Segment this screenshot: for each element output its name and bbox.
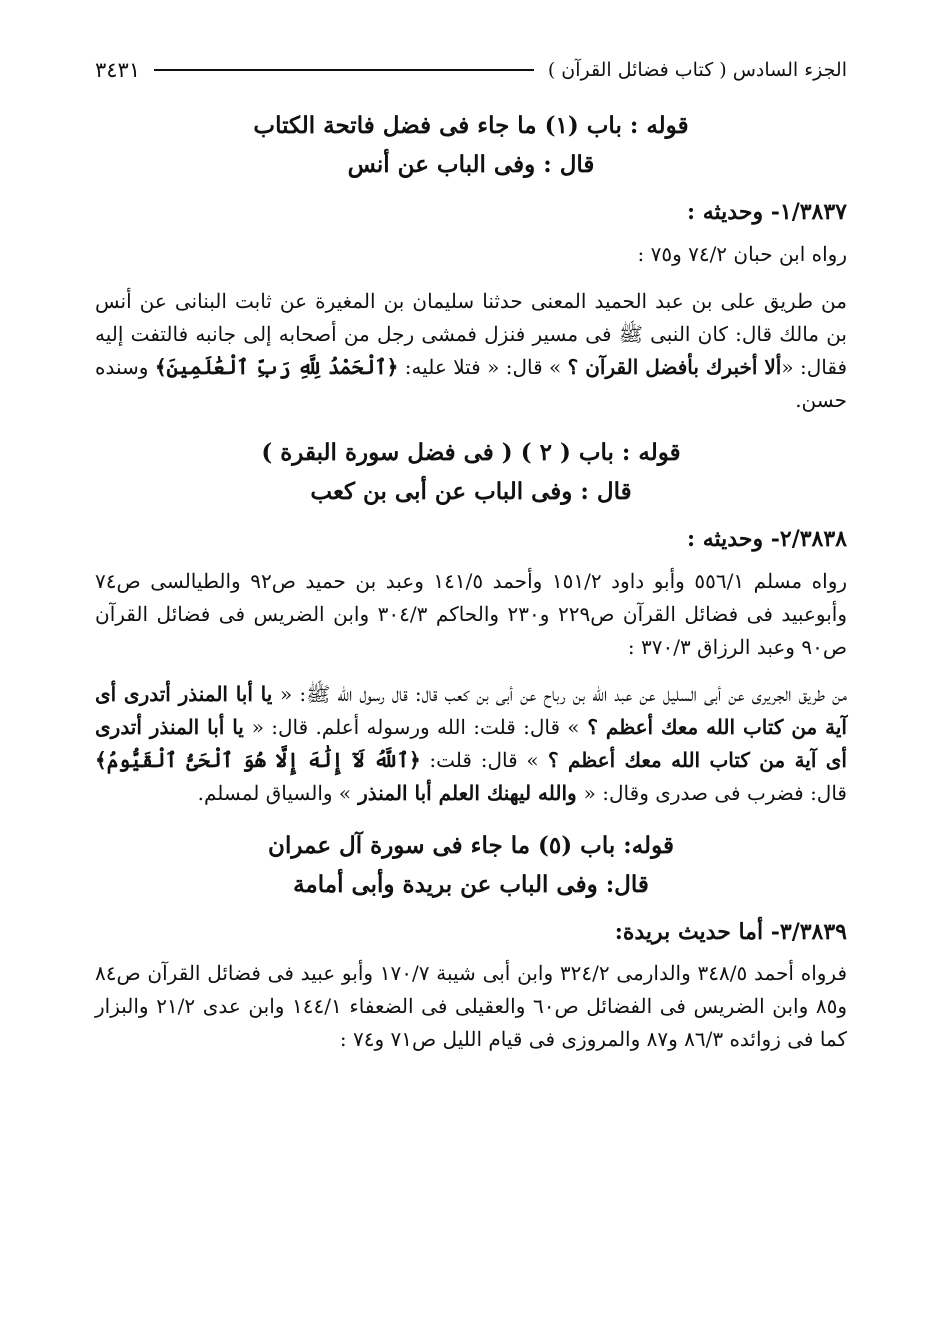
qal-line: قال : وفى الباب عن أنس bbox=[347, 151, 595, 179]
text-run: » والسياق لمسلم. bbox=[197, 780, 352, 805]
text-run: » قال: قلت: الله ورسوله أعلم. قال: « bbox=[251, 714, 580, 739]
text-run: » قال: قلت: bbox=[420, 747, 539, 772]
text-run: من طريق الجريرى عن أبى السليل عن عبد الله بن رباح عن أبى بن كعب قال: قال رسول الله ﷺ: « bbox=[280, 681, 847, 706]
body-paragraph bbox=[95, 678, 847, 810]
page-number: ٣٤٣١ bbox=[95, 58, 141, 82]
chapter-title: قوله: باب (٥) ما جاء فى سورة آل عمران bbox=[268, 831, 674, 859]
ayah-text: ﴿ٱلْحَمْدُ لِلَّهِ رَبِّ ٱلْعَٰلَمِينَ﴾ bbox=[154, 354, 399, 379]
text-run: » قال: « فتلا عليه: bbox=[398, 354, 568, 379]
running-title: الجزء السادس ( كتاب فضائل القرآن ) bbox=[547, 59, 847, 81]
reference-paragraph: رواه مسلم ٥٥٦/١ وأبو داود ١٥١/٢ وأحمد ١٤١/٥ وعبد بن حميد ص٩٢ والطيالسى ص٧٤ وأبوعبيد فى فضائل القرآن ص٢٢٩ و٢٣٠ والحاكم ٣٠٤/٣ وابن الضريس فى فضائل القرآن ص٩٠ وعبد الرزاق ٣٧٠/٣ : bbox=[95, 568, 848, 659]
chapter-title: قوله : باب ( ٢ ) ( فى فضل سورة البقرة ) bbox=[261, 438, 681, 466]
reference-paragraph: فرواه أحمد ٣٤٨/٥ والدارمى ٣٢٤/٢ وابن أبى شيبة ١٧٠/٧ وأبو عبيد فى فضائل القرآن ص٨٤ و٨٥ وابن الضريس فى الفضائل ص٦٠ والعقيلى فى الضعفاء ١٤٤/١ وابن عدى ٢١/٢ والبزار كما فى زوائده ٨٦/٣ و٨٧ والمروزى فى قيام الليل ص٧١ و٧٤ : bbox=[95, 961, 848, 1052]
quote-text: والله ليهنك العلم أبا المنذر bbox=[351, 780, 584, 805]
hadith-heading: ٢/٣٨٣٨- وحديثه : bbox=[686, 525, 847, 552]
qal-line: قال : وفى الباب عن أبى بن كعب bbox=[310, 477, 632, 505]
reference-paragraph: رواه ابن حبان ٧٤/٢ و٧٥ : bbox=[637, 241, 847, 266]
quote-text: يا أبا المنذر أتدرى أى آية من كتاب الله معك أعظم ؟ bbox=[95, 714, 847, 772]
ayah-text: ﴿ٱللَّهُ لَآ إِلَٰهَ إِلَّا هُوَ ٱلْحَىُّ ٱلْقَيُّومُ﴾ bbox=[95, 747, 421, 772]
quote-text: يا أبا المنذر أتدرى أى آية من كتاب الله معك أعظم ؟ bbox=[95, 681, 847, 739]
chapter-title: قوله : باب (١) ما جاء فى فضل فاتحة الكتاب bbox=[253, 112, 689, 139]
text-run: من طريق على بن عبد الحميد المعنى حدثنا سليمان بن المغيرة عن ثابت البنانى عن أنس بن مالك قال: كان النبى ﷺ فى مسير فنزل فمشى رجل من أصحابه إلى جانبه فالتفت إليه فقال: « bbox=[95, 288, 848, 379]
text-run: قال: فضرب فى صدرى وقال: « bbox=[583, 780, 847, 805]
quote-text: ألا أخبرك بأفضل القرآن ؟ bbox=[567, 354, 782, 379]
body-paragraph bbox=[95, 285, 847, 417]
hadith-heading: ١/٣٨٣٧- وحديثه : bbox=[686, 199, 847, 226]
qal-line: قال: وفى الباب عن بريدة وأبى أمامة bbox=[293, 870, 649, 898]
hadith-heading: ٣/٣٨٣٩- أما حديث بريدة: bbox=[614, 918, 847, 945]
running-header bbox=[95, 50, 847, 90]
header-rule bbox=[154, 69, 534, 71]
text-run: وسنده حسن. bbox=[95, 354, 847, 412]
